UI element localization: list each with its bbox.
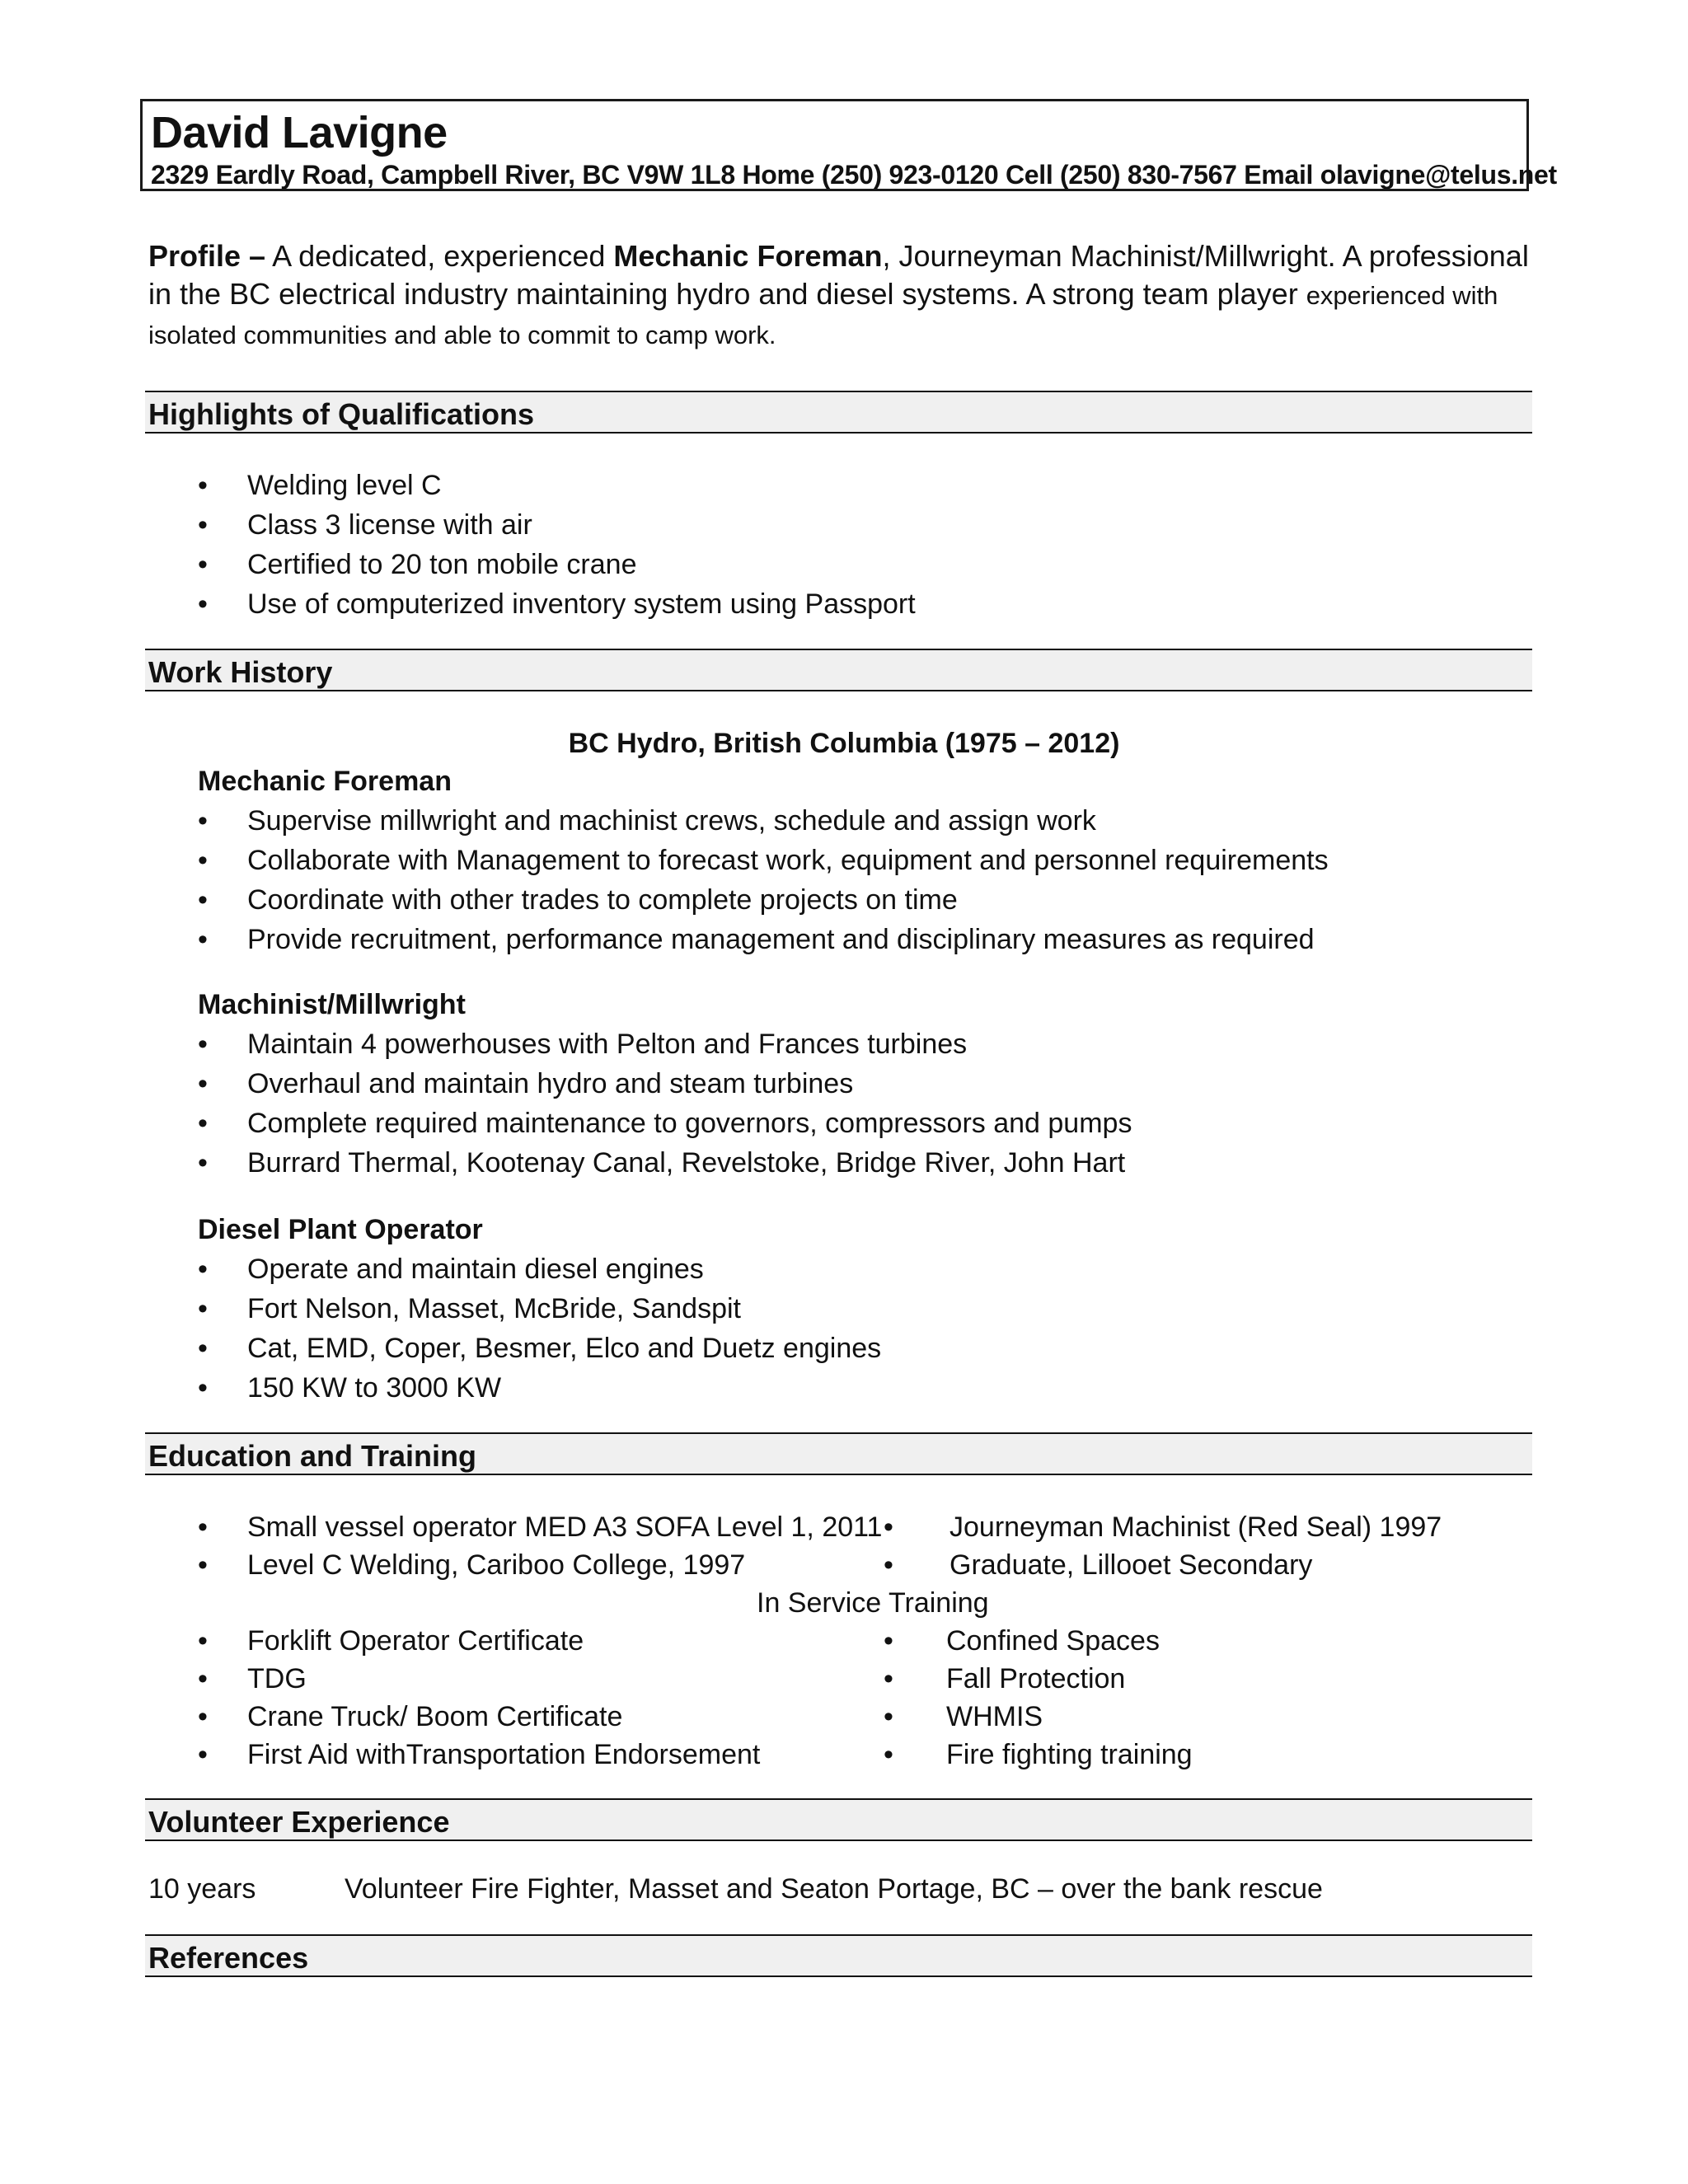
list-item: • Supervise millwright and machinist crews, schedule and assign work [198, 801, 1329, 841]
profile-text-1: A dedicated, experienced [265, 239, 614, 273]
role-duties-list [198, 1024, 1132, 1183]
volunteer-description: Volunteer Fire Fighter, Masset and Seaton Portage, BC – over the bank rescue [345, 1873, 1323, 1905]
employer-heading: BC Hydro, British Columbia (1975 – 2012) [568, 728, 1120, 759]
list-item: • Fall Protection [884, 1660, 1193, 1698]
profile-paragraph [148, 237, 1550, 354]
role-duties-list [198, 801, 1329, 959]
list-item: • Complete required maintenance to governors, compressors and pumps [198, 1104, 1132, 1143]
education-list-left [198, 1508, 882, 1584]
list-item: • Graduate, Lillooet Secondary [884, 1546, 1442, 1584]
profile-role: Mechanic Foreman [613, 239, 883, 273]
list-item: • Welding level C [198, 466, 916, 505]
service-list-left [198, 1622, 760, 1774]
section-education [145, 1432, 1532, 1475]
candidate-name: David Lavigne [151, 108, 448, 157]
section-work-history [145, 649, 1532, 691]
list-item: • WHMIS [884, 1698, 1193, 1736]
list-item: • 150 KW to 3000 KW [198, 1368, 881, 1408]
list-item: • Provide recruitment, performance management and disciplinary measures as required [198, 920, 1329, 959]
list-item: • Collaborate with Management to forecast work, equipment and personnel requirements [198, 841, 1329, 880]
list-item: • Operate and maintain diesel engines [198, 1249, 881, 1289]
section-title: Highlights of Qualifications [148, 397, 534, 431]
section-title: Work History [148, 655, 333, 689]
section-highlights [145, 391, 1532, 434]
section-title: Education and Training [148, 1439, 477, 1473]
role-title: Diesel Plant Operator [198, 1214, 483, 1245]
in-service-label: In Service Training [757, 1587, 989, 1619]
section-volunteer [145, 1798, 1532, 1841]
list-item: • TDG [198, 1660, 760, 1698]
volunteer-duration: 10 years [148, 1873, 256, 1905]
contact-info: 2329 Eardly Road, Campbell River, BC V9W 1L8 Home (250) 923-0120 Cell (250) 830-7567 Email olavigne@telus.net [151, 160, 1557, 190]
list-item: • Forklift Operator Certificate [198, 1622, 760, 1660]
list-item: • Overhaul and maintain hydro and steam turbines [198, 1064, 1132, 1104]
list-item: • Certified to 20 ton mobile crane [198, 545, 916, 584]
list-item: • First Aid withTransportation Endorsement [198, 1736, 760, 1774]
list-item: • Burrard Thermal, Kootenay Canal, Revelstoke, Bridge River, John Hart [198, 1143, 1132, 1183]
list-item: • Cat, EMD, Coper, Besmer, Elco and Duetz engines [198, 1329, 881, 1368]
profile-text-3: experienced with isolated communities and able to commit to camp work. [148, 281, 1498, 349]
role-title: Mechanic Foreman [198, 766, 452, 797]
list-item: • Crane Truck/ Boom Certificate [198, 1698, 760, 1736]
list-item: • Confined Spaces [884, 1622, 1193, 1660]
list-item: • Use of computerized inventory system using Passport [198, 584, 916, 624]
list-item: • Journeyman Machinist (Red Seal) 1997 [884, 1508, 1442, 1546]
section-references [145, 1934, 1532, 1977]
service-list-right [884, 1622, 1193, 1774]
list-item: • Coordinate with other trades to complete projects on time [198, 880, 1329, 920]
header-box [140, 99, 1557, 191]
list-item: • Maintain 4 powerhouses with Pelton and Frances turbines [198, 1024, 1132, 1064]
list-item: • Fort Nelson, Masset, McBride, Sandspit [198, 1289, 881, 1329]
role-title: Machinist/Millwright [198, 989, 466, 1020]
profile-label: Profile – [148, 239, 266, 273]
profile-text-2: , Journeyman Machinist/Millwright. A professional in the BC electrical industry maintaining hydro and diesel systems. A strong team player [148, 239, 1529, 311]
list-item: • Level C Welding, Cariboo College, 1997 [198, 1546, 882, 1584]
section-title: Volunteer Experience [148, 1805, 450, 1839]
list-item: • Fire fighting training [884, 1736, 1193, 1774]
highlights-list [198, 466, 916, 624]
role-duties-list [198, 1249, 881, 1408]
list-item: • Small vessel operator MED A3 SOFA Level 1, 2011 [198, 1508, 882, 1546]
section-title: References [148, 1941, 309, 1975]
list-item: • Class 3 license with air [198, 505, 916, 545]
education-list-right [884, 1508, 1442, 1584]
